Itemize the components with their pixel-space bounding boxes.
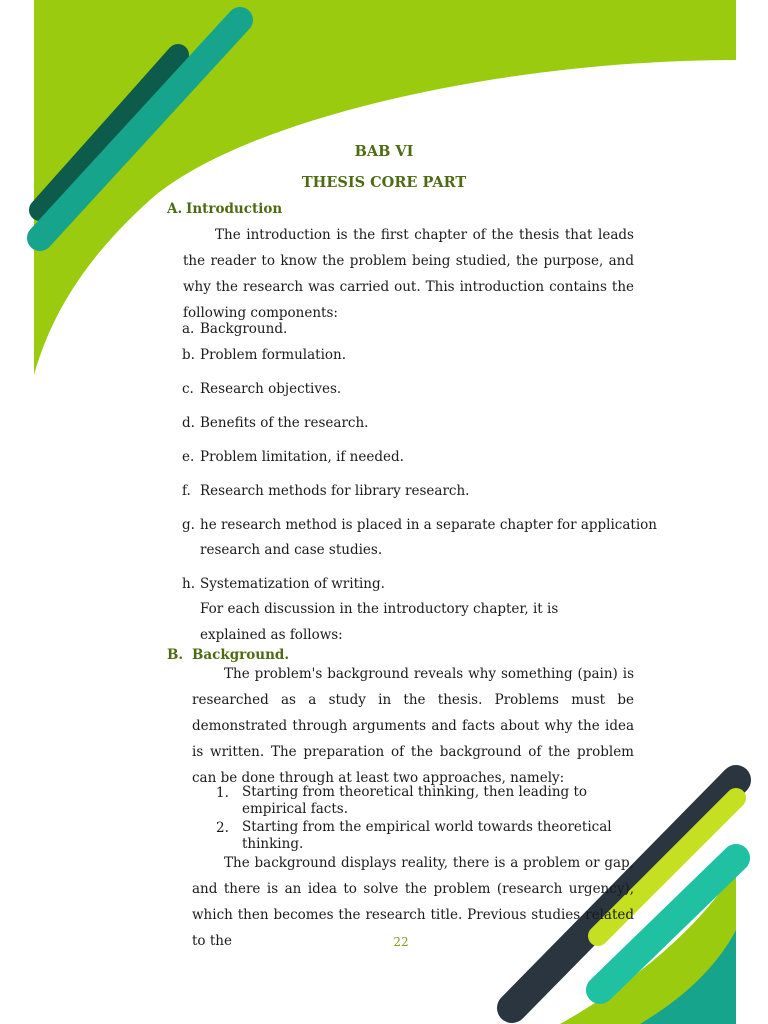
list-text: Research methods for library research.: [200, 483, 470, 499]
section-b-marker: B.: [167, 647, 184, 663]
follow-note: For each discussion in the introductory chapter, it is explained as follows:: [200, 601, 559, 643]
list-text: Starting from the empirical world towards theoretical thinking.: [242, 819, 612, 852]
list-marker: e.: [182, 449, 195, 465]
list-marker: b.: [182, 347, 195, 363]
list-marker: g.: [182, 517, 195, 533]
list-text: Starting from theoretical thinking, then leading to empirical facts.: [242, 784, 587, 817]
section-b-heading: Background.: [192, 647, 290, 663]
list-text: Problem formulation.: [200, 347, 347, 363]
page-number: 22: [393, 935, 409, 949]
list-text: Problem limitation, if needed.: [200, 449, 404, 465]
list-marker: h.: [182, 576, 195, 592]
list-marker: c.: [182, 381, 194, 397]
list-text: Research objectives.: [200, 381, 342, 397]
intro-paragraph: The introduction is the first chapter of the thesis that leads the reader to know the problem being studied, the purpose, and why the research was carried out. This introduction contains the following components:: [183, 227, 634, 321]
list-marker: 1.: [216, 785, 229, 801]
list-text: Benefits of the research.: [200, 415, 369, 431]
list-marker: f.: [182, 483, 191, 499]
chapter-title: THESIS CORE PART: [301, 174, 467, 191]
list-text: he research method is placed in a separate chapter for application: [200, 517, 657, 533]
list-text: Background.: [200, 321, 288, 337]
list-marker: 2.: [216, 820, 229, 836]
section-a-heading: Introduction: [186, 201, 283, 217]
list-text: Systematization of writing.: [200, 576, 385, 592]
list-marker: d.: [182, 415, 195, 431]
background-paragraph-1: The problem's background reveals why something (pain) is researched as a study in the thesis. Problems must be demonstrated through arguments and facts about why the idea is written. The preparation of the background of the problem can be done through at least two approaches, namely:: [192, 666, 634, 786]
background-paragraph-2: The background displays reality, there is a problem or gap, and there is an idea to solve the problem (research urgency), which then becomes the research title. Previous studies related to the: [192, 855, 634, 949]
chapter-label: BAB VI: [354, 143, 414, 160]
list-item-continuation: research and case studies.: [200, 542, 383, 558]
list-marker: a.: [182, 321, 195, 337]
section-a-marker: A.: [167, 201, 183, 217]
